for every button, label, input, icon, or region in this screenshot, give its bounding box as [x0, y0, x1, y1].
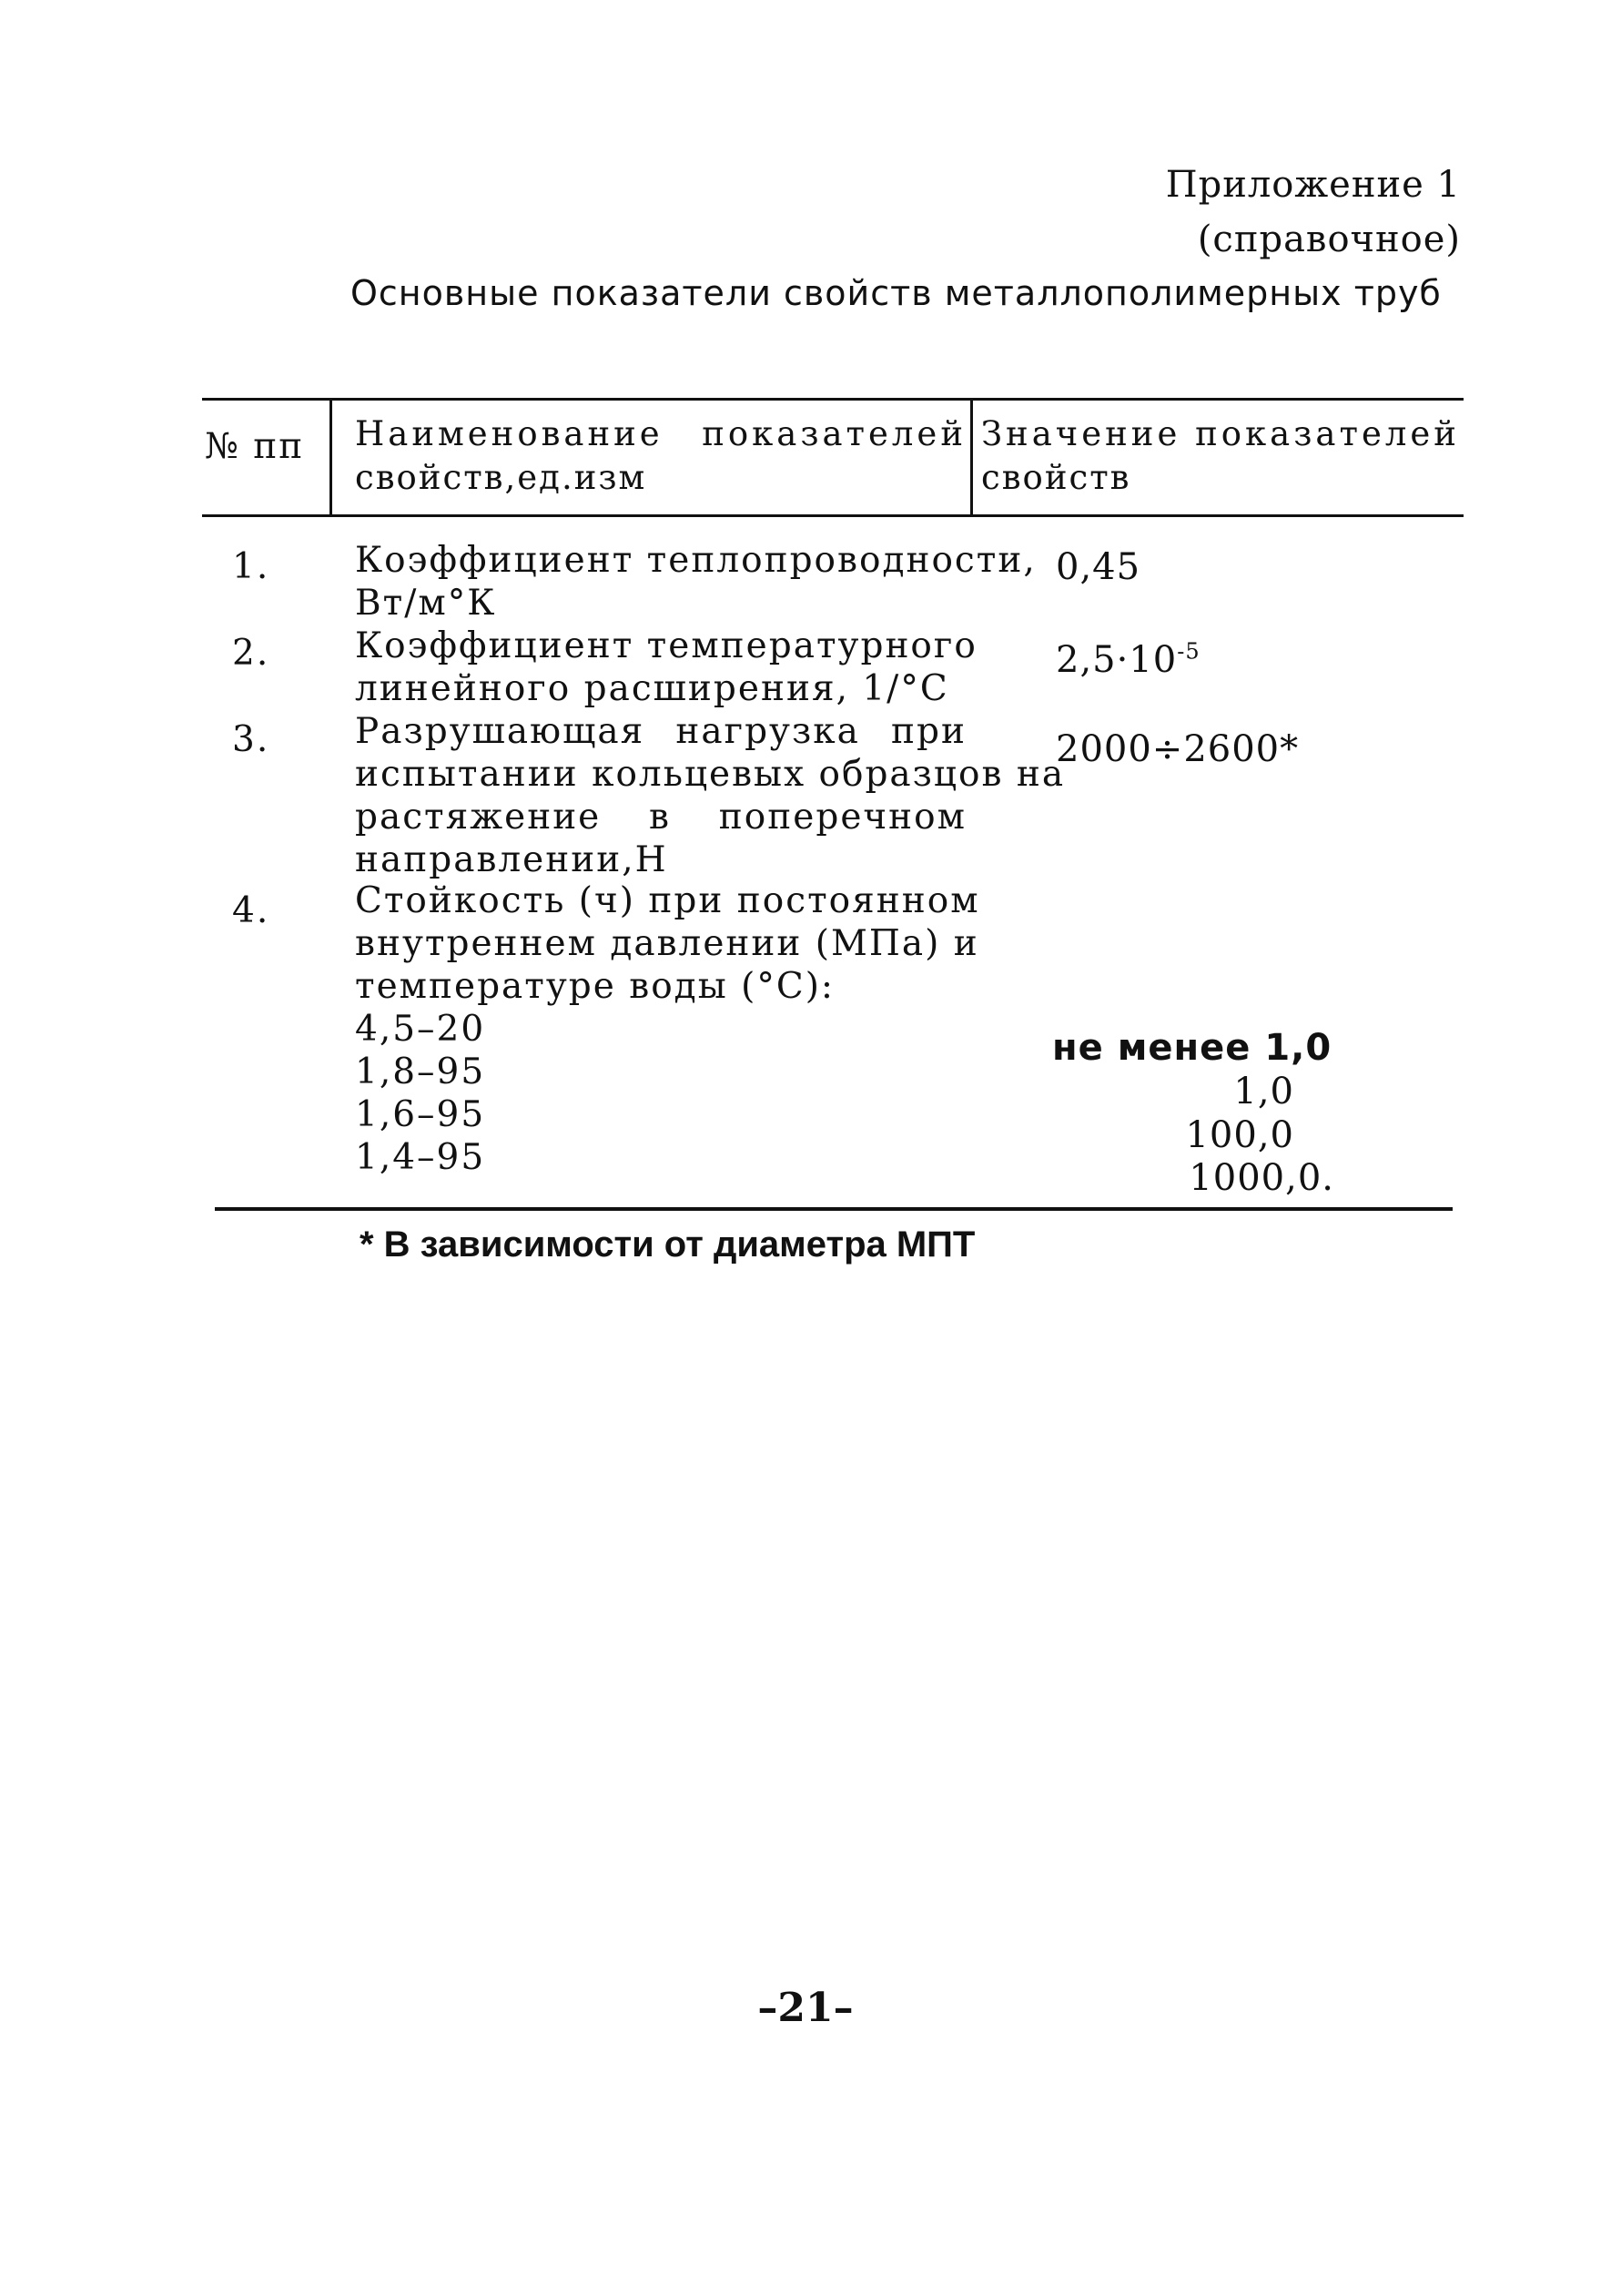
table-top-rule: [202, 398, 1464, 401]
row-2-name-line2: линейного расширения, 1/°С: [355, 668, 949, 709]
row-4-name-line1: Стойкость (ч) при постоянном: [355, 880, 980, 921]
row-3-name: [355, 710, 1066, 881]
footnote: * В зависимости от диаметра МПТ: [360, 1224, 976, 1265]
row-1-name-line2: Вт/м°К: [355, 583, 497, 624]
appendix-label: Приложение 1: [1165, 164, 1461, 206]
row-4-value-2: 1,0: [1233, 1071, 1294, 1112]
row-4-name-line3: температуре воды (°С):: [355, 966, 836, 1007]
column-header-name: Наименование показателей: [355, 414, 967, 453]
column-header-value-line2: свойств: [981, 458, 1131, 497]
row-2-value-base: 2,5·10: [1056, 639, 1178, 681]
table-divider-1: [329, 401, 332, 514]
row-4-subitem-4: 1,4–95: [355, 1137, 486, 1178]
row-2-name: [355, 625, 978, 710]
row-3-name-line4: направлении,Н: [355, 839, 668, 880]
row-4-name-line2: внутреннем давлении (МПа) и: [355, 923, 979, 964]
column-header-value: Значение показателей: [981, 414, 1460, 453]
page-number: –21–: [757, 1985, 854, 2031]
table-divider-2: [970, 401, 973, 514]
row-4-value-3: 100,0: [1185, 1114, 1294, 1156]
row-2-value-exponent: -5: [1177, 638, 1201, 665]
row-3-name-line1: Разрушающая нагрузка при: [355, 711, 967, 752]
reference-label: (справочное): [1197, 218, 1461, 260]
page-title: Основные показатели свойств металлополимерных труб: [350, 273, 1442, 313]
row-3-num: 3.: [232, 719, 270, 760]
row-1-name: [355, 539, 1037, 625]
table-header-rule: [202, 514, 1464, 517]
row-4-value-4: 1000,0.: [1189, 1157, 1334, 1199]
row-4-name: [355, 879, 980, 1179]
row-3-value: 2000÷2600*: [1056, 728, 1300, 770]
row-3-name-line2: испытании кольцевых образцов на: [355, 754, 1066, 795]
column-header-num: № пп: [205, 426, 305, 467]
row-4-subitem-1: 4,5–20: [355, 1009, 486, 1050]
row-4-subitem-3: 1,6–95: [355, 1094, 486, 1135]
row-2-num: 2.: [232, 633, 270, 674]
row-4-subitem-2: 1,8–95: [355, 1051, 486, 1092]
row-1-num: 1.: [232, 546, 270, 587]
row-2-name-line1: Коэффициент температурного: [355, 625, 978, 666]
table-bottom-rule: [215, 1207, 1453, 1211]
row-2-value: [1056, 639, 1201, 681]
column-header-name-line2: свойств,ед.изм: [355, 458, 647, 497]
row-1-name-line1: Коэффициент теплопроводности,: [355, 540, 1037, 581]
row-4-num: 4.: [232, 890, 270, 931]
row-3-name-line3: растяжение в поперечном: [355, 797, 967, 838]
row-4-value-1: не менее 1,0: [1052, 1027, 1332, 1069]
row-1-value: 0,45: [1056, 546, 1141, 588]
